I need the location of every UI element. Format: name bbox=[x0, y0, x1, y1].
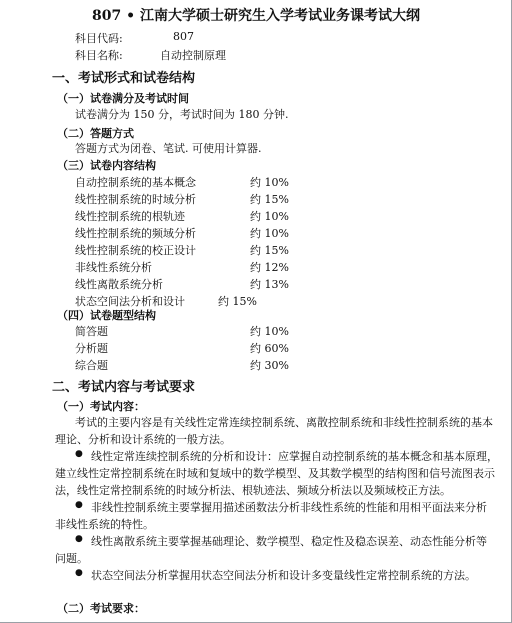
paragraph-line: 非线性系统的特性。 bbox=[55, 518, 154, 531]
list-item-percent: 约 15% bbox=[218, 295, 257, 308]
document-title: 807 • 江南大学硕士研究生入学考试业务课考试大纲 bbox=[92, 8, 420, 24]
paragraph-line: 考试的主要内容是有关线性定常连续控制系统、离散控制系统和非线性控制系统的基本 bbox=[75, 416, 493, 429]
subject-code-value: 807 bbox=[173, 30, 194, 43]
list-item-percent: 约 10% bbox=[250, 210, 289, 223]
subsection-1-1-heading: （一）试卷满分及考试时间 bbox=[57, 92, 189, 105]
paragraph-line: 线性离散系统主要掌握基础理论、数学模型、稳定性及稳态误差、动态性能分析等 bbox=[91, 535, 487, 548]
subject-code-label: 科目代码: bbox=[75, 32, 123, 45]
list-item: 线性离散系统分析 bbox=[75, 278, 163, 291]
section-1-heading: 一、考试形式和试卷结构 bbox=[52, 71, 196, 86]
subsection-1-3-heading: （三）试卷内容结构 bbox=[57, 159, 156, 172]
section-2-heading: 二、考试内容与考试要求 bbox=[52, 380, 196, 395]
subject-name-label: 科目名称: bbox=[75, 49, 123, 62]
subsection-1-2-heading: （二）答题方式 bbox=[57, 127, 134, 140]
list-item-percent: 约 12% bbox=[250, 261, 289, 274]
bullet-dot-icon: ● bbox=[75, 568, 83, 578]
subject-name-value: 自动控制原理 bbox=[160, 49, 226, 62]
list-item: 线性控制系统的频域分析 bbox=[75, 227, 196, 240]
list-item: 综合题 bbox=[75, 359, 108, 372]
list-item: 自动控制系统的基本概念 bbox=[75, 176, 196, 189]
list-item: 线性控制系统的根轨迹 bbox=[75, 210, 185, 223]
paragraph-line: 法，线性定常控制系统的时域分析法、根轨迹法、频域分析法以及频域校正方法。 bbox=[55, 484, 451, 497]
paragraph-line: 建立线性定常控制系统在时域和复域中的数学模型、及其数学模型的结构图和信号流图表示 bbox=[55, 467, 495, 480]
list-item: 简答题 bbox=[75, 325, 108, 338]
subsection-2-2-heading: （二）考试要求： bbox=[57, 602, 145, 615]
paragraph-line: 理论、分析和设计系统的一般方法。 bbox=[55, 433, 231, 446]
paragraph-line: 非线性控制系统主要掌握用描述函数法分析非线性系统的性能和用相平面法来分析 bbox=[91, 501, 487, 514]
list-item: 线性控制系统的校正设计 bbox=[75, 244, 196, 257]
list-item: 线性控制系统的时域分析 bbox=[75, 193, 196, 206]
paragraph-line: 状态空间法分析掌握用状态空间法分析和设计多变量线性定常控制系统的方法。 bbox=[91, 569, 476, 582]
paragraph-line: 问题。 bbox=[55, 552, 88, 565]
answer-mode-text: 答题方式为闭卷、笔试. 可使用计算器. bbox=[75, 142, 262, 155]
list-item-percent: 约 10% bbox=[250, 325, 289, 338]
paragraph-line: 线性定常连续控制系统的分析和设计：应掌握自动控制系统的基本概念和基本原理， bbox=[91, 450, 498, 463]
bullet-dot-icon: ● bbox=[75, 449, 83, 459]
subsection-2-1-heading: （一）考试内容： bbox=[57, 400, 145, 413]
list-item: 非线性系统分析 bbox=[75, 261, 152, 274]
list-item-percent: 约 13% bbox=[250, 278, 289, 291]
list-item-percent: 约 10% bbox=[250, 227, 289, 240]
bullet-dot-icon: ● bbox=[75, 534, 83, 544]
score-time-text: 试卷满分为 150 分，考试时间为 180 分钟. bbox=[75, 108, 289, 121]
list-item-percent: 约 15% bbox=[250, 193, 289, 206]
list-item-percent: 约 15% bbox=[250, 244, 289, 257]
list-item-percent: 约 10% bbox=[250, 176, 289, 189]
list-item: 状态空间法分析和设计 bbox=[75, 295, 185, 308]
list-item-percent: 约 30% bbox=[250, 359, 289, 372]
subsection-1-4-heading: （四）试卷题型结构 bbox=[57, 309, 156, 322]
list-item: 分析题 bbox=[75, 342, 108, 355]
bullet-dot-icon: ● bbox=[75, 500, 83, 510]
list-item-percent: 约 60% bbox=[250, 342, 289, 355]
